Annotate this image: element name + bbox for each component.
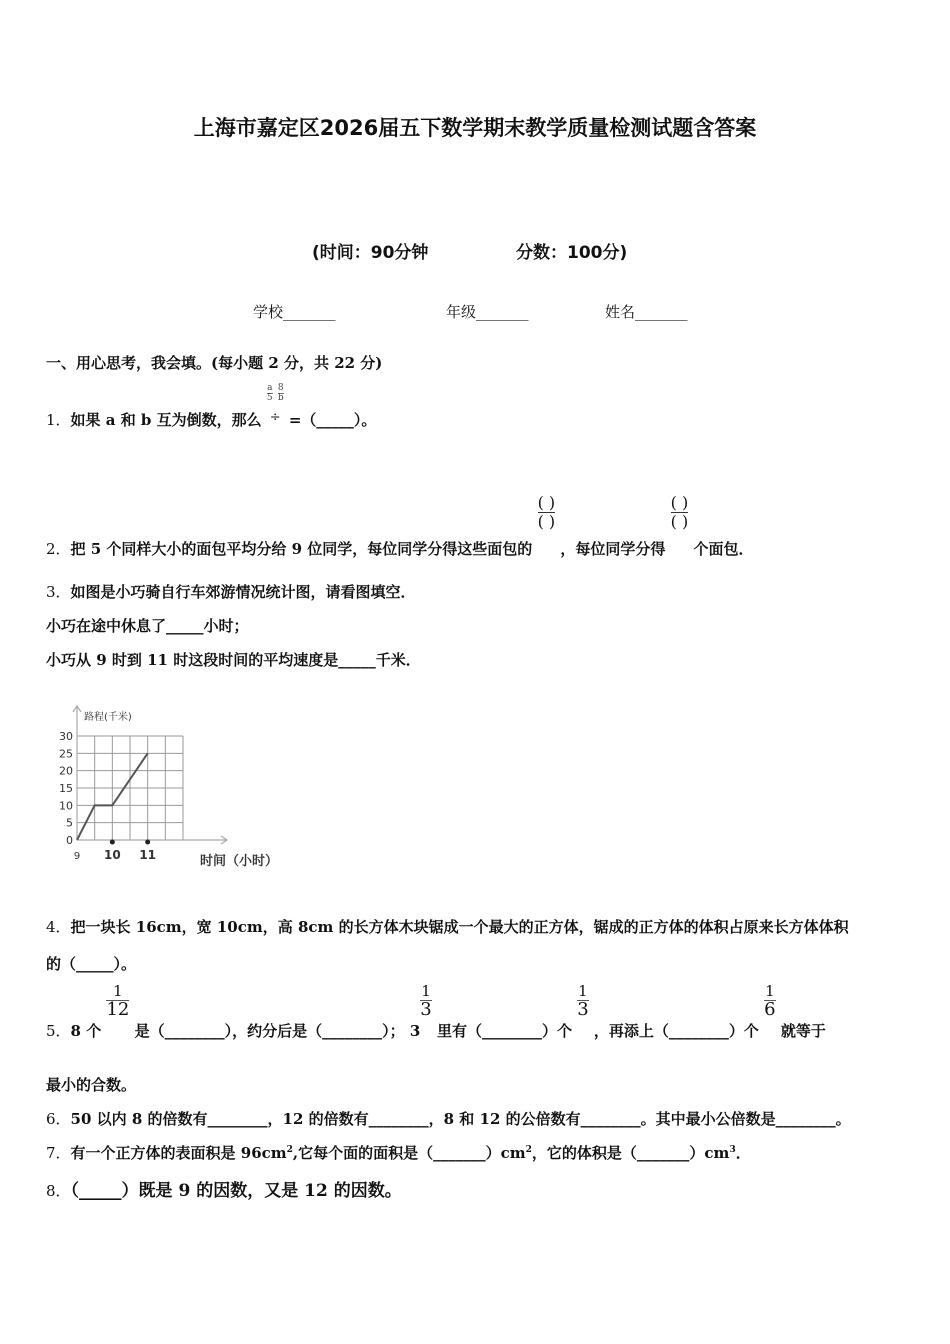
question-number: 8． <box>46 1182 71 1200</box>
question-4-line-2: 的（_____）。 <box>46 955 137 973</box>
exam-time: (时间：90分钟 <box>312 243 429 263</box>
question-text-b: ，每位同学分得 <box>560 539 666 558</box>
fraction-8-over-b: $\frac{8}{b}$ <box>277 383 284 403</box>
question-text: 50 以内 8 的倍数有________，12 的倍数有________，8 和 12 的公倍数有________。其中最小公倍数是________。 <box>70 1110 851 1128</box>
superscript: 3 <box>729 1145 736 1155</box>
divide-sign: ÷ <box>269 410 281 425</box>
y-tick-labels <box>59 730 73 847</box>
question-6 <box>46 1108 851 1129</box>
page-title: 上海市嘉定区2026届五下数学期末教学质量检测试题含答案 <box>193 116 757 140</box>
y-axis-label: 路程(千米) <box>84 712 132 723</box>
question-7 <box>46 1142 751 1163</box>
y-tick-label: 15 <box>59 782 73 795</box>
question-8 <box>46 1176 402 1201</box>
grade-field: 年级_______ <box>446 303 529 321</box>
question-2 <box>46 493 754 558</box>
question-4 <box>46 916 849 937</box>
question-text: 把 5 个同样大小的面包平均分给 9 位同学，每位同学分得这些面包的 <box>70 539 533 558</box>
question-5-line-2: 最小的合数。 <box>46 1076 137 1094</box>
fraction-1-3: 1 3 <box>577 982 589 1020</box>
question-number: 7． <box>46 1144 71 1162</box>
question-3-line-2: 小巧从 9 时到 11 时这段时间的平均速度是_____千米． <box>46 651 421 669</box>
chart-axes <box>73 706 227 844</box>
question-text-b: 是（________），约分后是（________）； <box>134 1021 405 1040</box>
x-tick-labels <box>74 840 156 863</box>
question-number: 4． <box>46 918 71 936</box>
question-text: 把一块长 16cm，宽 10cm，高 8cm 的长方体木块锯成一个最大的正方体，锯成的正方体的体积占原来长方体体积 <box>70 918 849 936</box>
distance-time-chart <box>55 690 315 875</box>
question-number: 6． <box>46 1110 71 1128</box>
y-tick-label: 30 <box>59 730 73 743</box>
question-text-b: ,它每个面的面积是（_______）cm <box>292 1144 526 1162</box>
question-3 <box>46 581 416 602</box>
fraction-a-over-5: $\frac{a}{5}$ <box>266 383 273 403</box>
superscript: 2 <box>525 1145 532 1155</box>
exam-score: 分数：100分) <box>516 243 628 263</box>
y-tick-label: 10 <box>59 799 73 813</box>
question-1 <box>46 383 377 429</box>
fraction-blank-1: ( ) ( ) <box>537 493 556 531</box>
x-tick-dot <box>145 840 150 845</box>
x-tick-dot <box>110 840 115 845</box>
x-tick-label: 11 <box>139 848 157 862</box>
question-5 <box>46 982 826 1040</box>
question-number: 1． <box>46 411 71 429</box>
question-blank: =（_____）。 <box>288 411 377 429</box>
question-text-e: 就等于 <box>780 1021 826 1040</box>
x-axis-label: 时间（小时） <box>200 854 279 869</box>
fraction-1-3-mixed: 1 3 <box>420 982 432 1020</box>
question-text-d: ． <box>735 1144 751 1162</box>
question-text-a: 有一个正方体的表面积是 96cm <box>70 1144 287 1162</box>
chart-grid <box>77 736 183 840</box>
x-tick-label: 9 <box>73 851 81 862</box>
question-text-c: 个面包． <box>693 539 754 558</box>
y-tick-label: 5 <box>66 816 73 830</box>
question-text-c: 里有（________）个 <box>436 1021 572 1040</box>
x-tick-label: 10 <box>103 848 121 862</box>
question-number: 3． <box>46 583 71 601</box>
question-text-d: ，再添上（________）个 <box>593 1021 759 1040</box>
question-text-c: ，它的体积是（_______）cm <box>531 1144 730 1162</box>
question-text: 如图是小巧骑自行车郊游情况统计图，请看图填空． <box>70 583 416 601</box>
name-field: 姓名_______ <box>605 303 688 321</box>
question-number: 2． <box>46 539 71 558</box>
fraction-blank-2: ( ) ( ) <box>670 493 689 531</box>
question-text: 如果 a 和 b 互为倒数，那么 <box>70 411 262 429</box>
question-number: 5． <box>46 1021 71 1040</box>
y-tick-label: 20 <box>59 764 73 778</box>
question-3-line-1: 小巧在途中休息了_____小时； <box>46 617 249 635</box>
section-heading: 一、用心思考，我会填。(每小题 2 分，共 22 分) <box>46 354 383 372</box>
fraction-1-6: 1 6 <box>764 982 776 1020</box>
school-field: 学校_______ <box>253 303 336 321</box>
fraction-1-12: 1 12 <box>106 982 130 1020</box>
y-tick-label: 0 <box>66 834 73 847</box>
mixed-number-whole: 3 <box>409 1021 421 1040</box>
superscript: 2 <box>286 1145 293 1155</box>
y-tick-label: 25 <box>59 747 73 761</box>
question-text: （_____）既是 9 的因数，又是 12 的因数。 <box>70 1181 402 1201</box>
question-text-a: 8 个 <box>70 1021 102 1040</box>
